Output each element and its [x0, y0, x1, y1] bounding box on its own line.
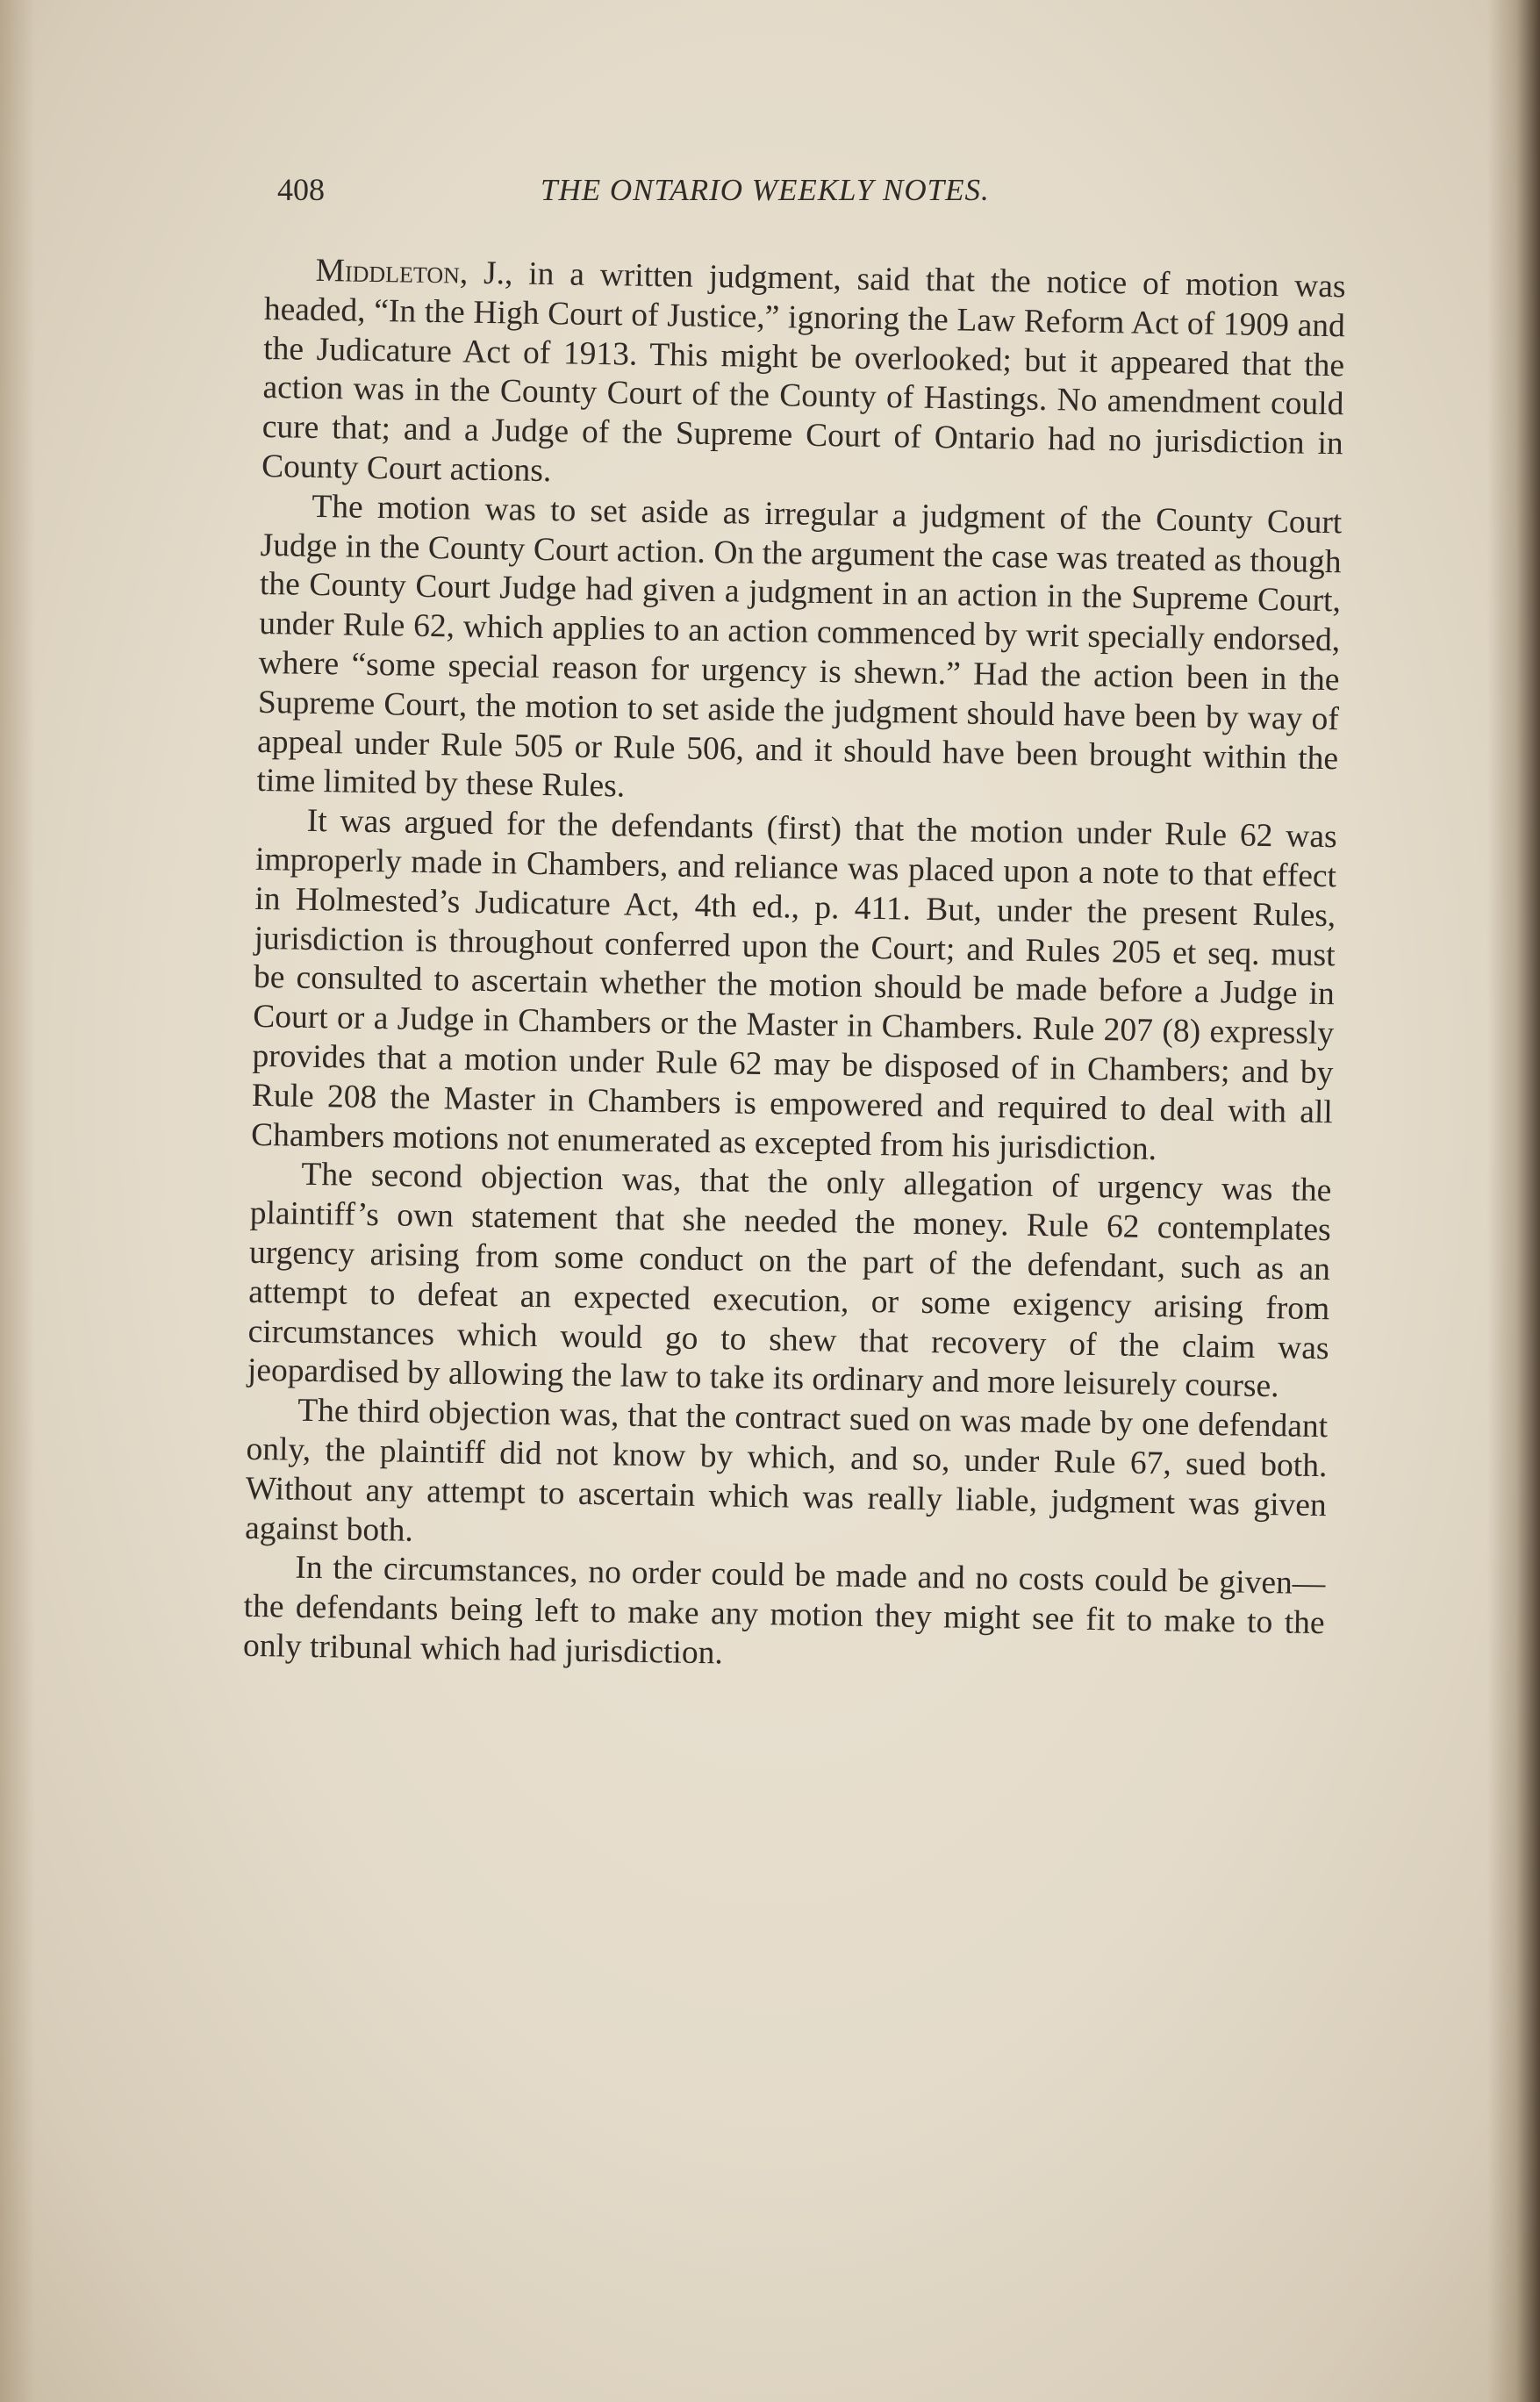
paragraph-1	[261, 251, 1346, 504]
running-head: THE ONTARIO WEEKLY NOTES.	[541, 173, 990, 207]
paragraph-3: It was argued for the defendants (first) that the motion under Rule 62 was improperly made in Chambers, and reliance was placed upon a note to that effect in Holmested’s Judicature Act, 4th ed., p. 411. But, under the present Rules, jurisdiction is throughout conferred upon the Court; and Rules 205 et seq. must be consulted to ascertain whether the motion should be made before a Judge in Court or a Judge in Chambers or the Master in Chambers. Rule 207 (8) expressly provides that a motion under Rule 62 may be disposed of in Chambers; and by Rule 208 the Master in Chambers is empowered and required to deal with all Chambers motions not enumerated as excepted from his jurisdiction.	[250, 802, 1337, 1167]
paragraph-6: In the circumstances, no order could be made and no costs could be given—the defendants being left to make any motion they might see fit to make to the only tribunal which had jurisdiction.	[242, 1550, 1326, 1672]
body-text	[243, 251, 1346, 1683]
page-binding-shadow	[1487, 0, 1540, 2402]
paragraph-4: The second objection was, that the only allegation of urgency was the plaintiff’s own statement that she needed the money. Rule 62 contemplates urgency arising from some conduct on the part of the defendant, such as an attempt to defeat an expected execution, or some exigency arising from circumstances which would go to shew that recovery of the claim was jeopardised by allowing the law to take its ordinary and more leisurely course.	[247, 1157, 1332, 1405]
paragraph-5: The third objection was, that the contract sued on was made by one defendant only, the plaintiff did not know by which, and so, under Rule 67, sued both. Without any attempt to ascertain which was really liable, judgment was given against both.	[244, 1392, 1329, 1549]
page-left-edge	[0, 0, 35, 2402]
paragraph-2: The motion was to set aside as irregular a judgment of the County Court Judge in the County Court action. On the argument the case was treated as though the County Court Judge had given a judgment in an action in the Supreme Court, under Rule 62, which applies to an action commenced by writ specially endorsed, where “some special reason for urgency is shewn.” Had the action been in the Supreme Court, the motion to set aside the judgment should have been by way of appeal under Rule 505 or Rule 506, and it should have been brought within the time limited by these Rules.	[256, 488, 1343, 805]
paragraph-1-text: , in a written judgment, said that the notice of motion was headed, “In the High Court of Justice,” ignoring the Law Reform Act of 1909 and the Judicature Act of 1913. This might be overlooked; but it appeared that the action was in the County Court of the County of Hastings. No amendment could cure that; and a Judge of the Supreme Court of Ontario had no jurisdiction in County Court actions.	[261, 255, 1346, 490]
page-number: 408	[277, 172, 325, 207]
judge-name: Middleton, J.	[315, 252, 505, 292]
page-header	[277, 171, 1348, 217]
